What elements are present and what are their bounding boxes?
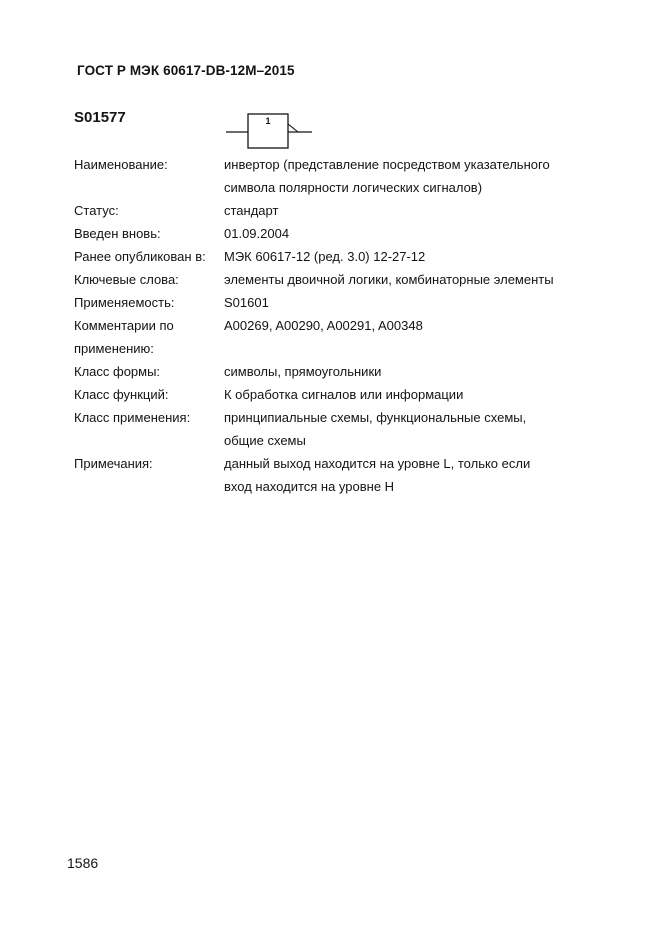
field-value: стандарт [224, 203, 279, 218]
field-row-shape-class [74, 360, 594, 383]
field-row-applicability [74, 291, 594, 314]
field-row-application-class [74, 406, 594, 452]
field-label: Класс применения: [74, 410, 191, 425]
field-value: МЭК 60617-12 (ред. 3.0) 12-27-12 [224, 249, 426, 264]
document-header: ГОСТ Р МЭК 60617-DB-12M–2015 [77, 63, 295, 78]
field-row-function-class [74, 383, 594, 406]
field-value: принципиальные схемы, функциональные схемы, общие схемы [224, 410, 527, 448]
field-value: элементы двоичной логики, комбинаторные элементы [224, 272, 554, 287]
field-value: инвертор (представление посредством указательного символа полярности логических сигналов) [224, 157, 550, 195]
page-number: 1586 [67, 855, 99, 871]
field-row-introduced [74, 222, 594, 245]
field-label: Введен вновь: [74, 226, 161, 241]
field-value: A00269, A00290, A00291, A00348 [224, 318, 423, 333]
field-label: Ранее опубликован в: [74, 249, 206, 264]
field-label: Примечания: [74, 456, 153, 471]
field-value: К обработка сигналов или информации [224, 387, 464, 402]
polarity-indicator [288, 124, 298, 132]
field-value: данный выход находится на уровне L, только если вход находится на уровне H [224, 456, 531, 494]
field-label: Наименование: [74, 157, 168, 172]
gate-label: 1 [265, 116, 271, 126]
field-row-status [74, 199, 594, 222]
field-row-keywords [74, 268, 594, 291]
field-label: Класс формы: [74, 364, 161, 379]
field-label: Статус: [74, 203, 119, 218]
field-value: 01.09.2004 [224, 226, 290, 241]
symbol-code: S01577 [74, 109, 126, 126]
field-label: Ключевые слова: [74, 272, 179, 287]
field-label: Применяемость: [74, 295, 175, 310]
field-row-name [74, 153, 594, 199]
field-row-published [74, 245, 594, 268]
field-row-comments [74, 314, 594, 360]
field-row-notes [74, 452, 594, 498]
field-list [74, 153, 594, 498]
field-value: символы, прямоугольники [224, 364, 382, 379]
field-label: Комментарии по применению: [74, 318, 174, 356]
field-value: S01601 [224, 295, 269, 310]
inverter-symbol-icon [226, 113, 314, 149]
field-label: Класс функций: [74, 387, 169, 402]
